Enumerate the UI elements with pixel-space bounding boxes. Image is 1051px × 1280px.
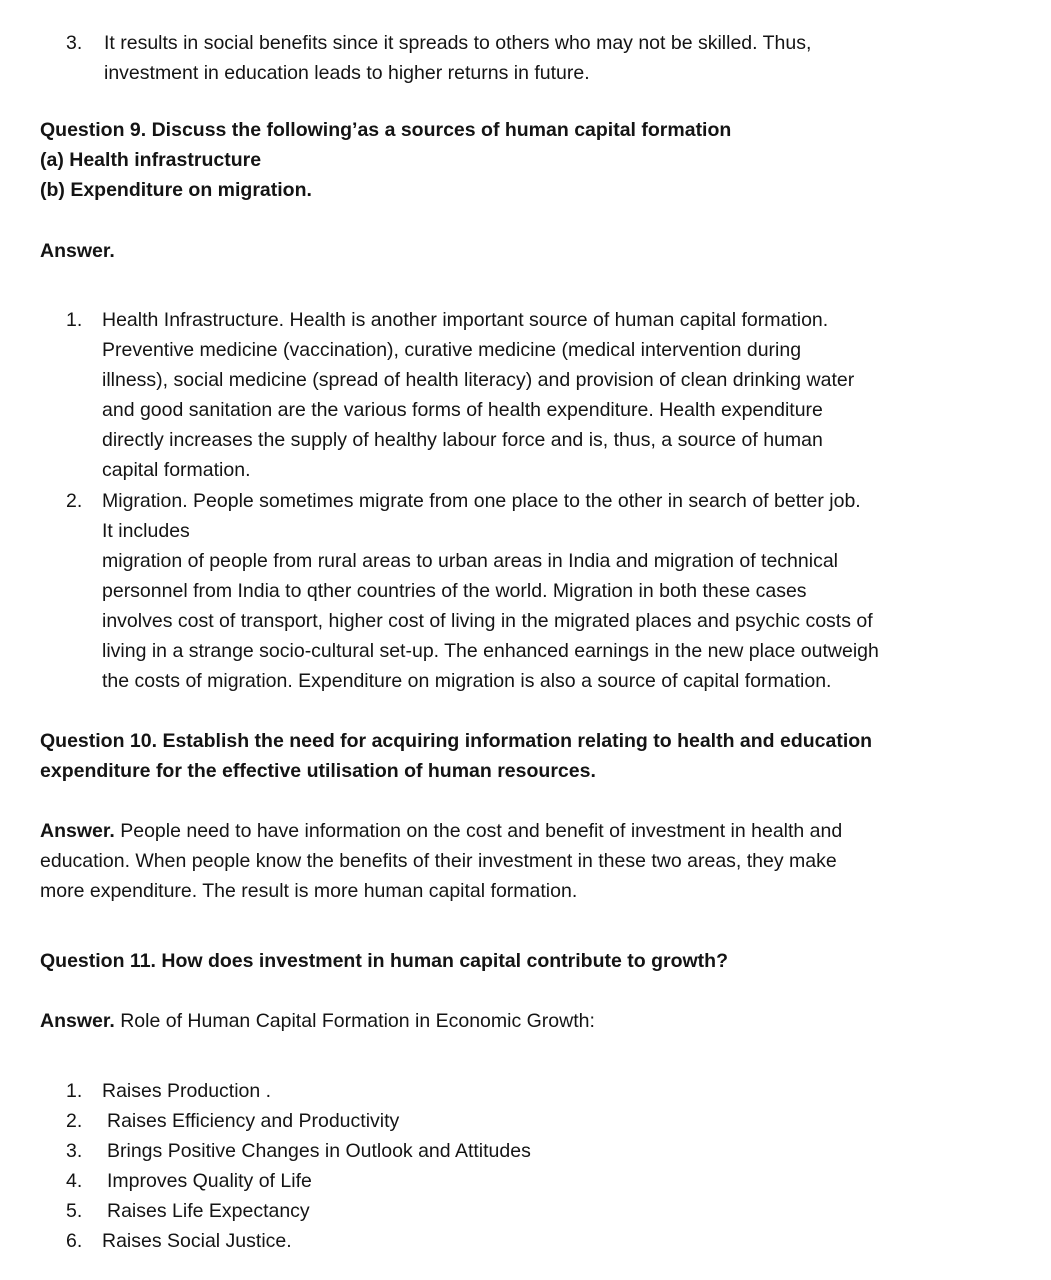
list-item: [66, 1226, 1026, 1256]
list-number: 6.: [66, 1230, 83, 1252]
question-11-heading: [40, 946, 1020, 976]
list-item-text: Raises Efficiency and Productivity: [107, 1110, 400, 1132]
list-item-text: Brings Positive Changes in Outlook and Attitudes: [107, 1140, 531, 1162]
question-line: (b) Expenditure on migration.: [40, 179, 312, 201]
text-line: Migration. People sometimes migrate from one place to the other in search of better job.: [102, 490, 861, 512]
text-line: and good sanitation are the various forms of health expenditure. Health expenditure: [102, 399, 823, 421]
list-item: [66, 1076, 1026, 1106]
list-number: 5.: [66, 1200, 83, 1222]
text-line: It results in social benefits since it spreads to others who may not be skilled. Thus,: [104, 32, 812, 54]
list-number: 3.: [66, 32, 83, 54]
list-item-text: [102, 486, 1026, 696]
list-number: 4.: [66, 1170, 83, 1192]
question-line: Question 11. How does investment in human capital contribute to growth?: [40, 950, 728, 972]
list-item: [66, 1196, 1026, 1226]
question-line: Question 10. Establish the need for acquiring information relating to health and education: [40, 730, 873, 752]
answer-label: Answer.: [40, 1010, 115, 1032]
text-line: capital formation.: [102, 459, 251, 481]
list-number: 2.: [66, 490, 83, 512]
list-item: [66, 1166, 1026, 1196]
list-item-intro: [66, 28, 1026, 88]
list-item: [66, 1106, 1026, 1136]
question-line: (a) Health infrastructure: [40, 149, 262, 171]
text-line: migration of people from rural areas to urban areas in India and migration of technical: [102, 550, 838, 572]
question-9-heading: [40, 115, 1020, 205]
list-item: [66, 305, 1026, 485]
text-line: directly increases the supply of healthy labour force and is, thus, a source of human: [102, 429, 823, 451]
question-10-heading: [40, 726, 1020, 786]
text-line: Preventive medicine (vaccination), curative medicine (medical intervention during: [102, 339, 802, 361]
list-item-text: Raises Social Justice.: [102, 1230, 292, 1252]
text-line: involves cost of transport, higher cost of living in the migrated places and psychic costs of: [102, 610, 873, 632]
text-line: Health Infrastructure. Health is another important source of human capital formation.: [102, 309, 829, 331]
text-line: personnel from India to qther countries of the world. Migration in both these cases: [102, 580, 807, 602]
list-number: 1.: [66, 309, 83, 331]
list-item-text: [102, 305, 1026, 485]
text-line: living in a strange socio-cultural set-up. The enhanced earnings in the new place outweigh: [102, 640, 879, 662]
answer-line: [40, 816, 1020, 846]
list-item-text: Raises Life Expectancy: [107, 1200, 310, 1222]
question-line: expenditure for the effective utilisation of human resources.: [40, 760, 596, 782]
answer-11: [40, 1006, 1020, 1036]
answer-label: Answer.: [40, 820, 115, 842]
answer-10: [40, 816, 1020, 906]
list-item-text: Improves Quality of Life: [107, 1170, 312, 1192]
answer-line: more expenditure. The result is more human capital formation.: [40, 880, 578, 902]
list-item: [66, 1136, 1026, 1166]
list-item-text: Raises Production .: [102, 1080, 272, 1102]
answer-line: education. When people know the benefits of their investment in these two areas, they make: [40, 850, 837, 872]
text-line: investment in education leads to higher returns in future.: [104, 62, 590, 84]
list-item-text: [104, 28, 1026, 88]
text-line: illness), social medicine (spread of health literacy) and provision of clean drinking water: [102, 369, 855, 391]
answer-text: Role of Human Capital Formation in Economic Growth:: [114, 1010, 595, 1032]
text-line: It includes: [102, 520, 190, 542]
answer-label: Answer.: [40, 240, 115, 262]
answer-text: People need to have information on the cost and benefit of investment in health and: [114, 820, 843, 842]
list-number: 2.: [66, 1110, 83, 1132]
question-line: Question 9. Discuss the following’as a sources of human capital formation: [40, 119, 732, 141]
list-number: 3.: [66, 1140, 83, 1162]
list-number: 1.: [66, 1080, 83, 1102]
text-line: the costs of migration. Expenditure on migration is also a source of capital formation.: [102, 670, 832, 692]
answer-line: [40, 1006, 1020, 1036]
list-item: [66, 486, 1026, 696]
